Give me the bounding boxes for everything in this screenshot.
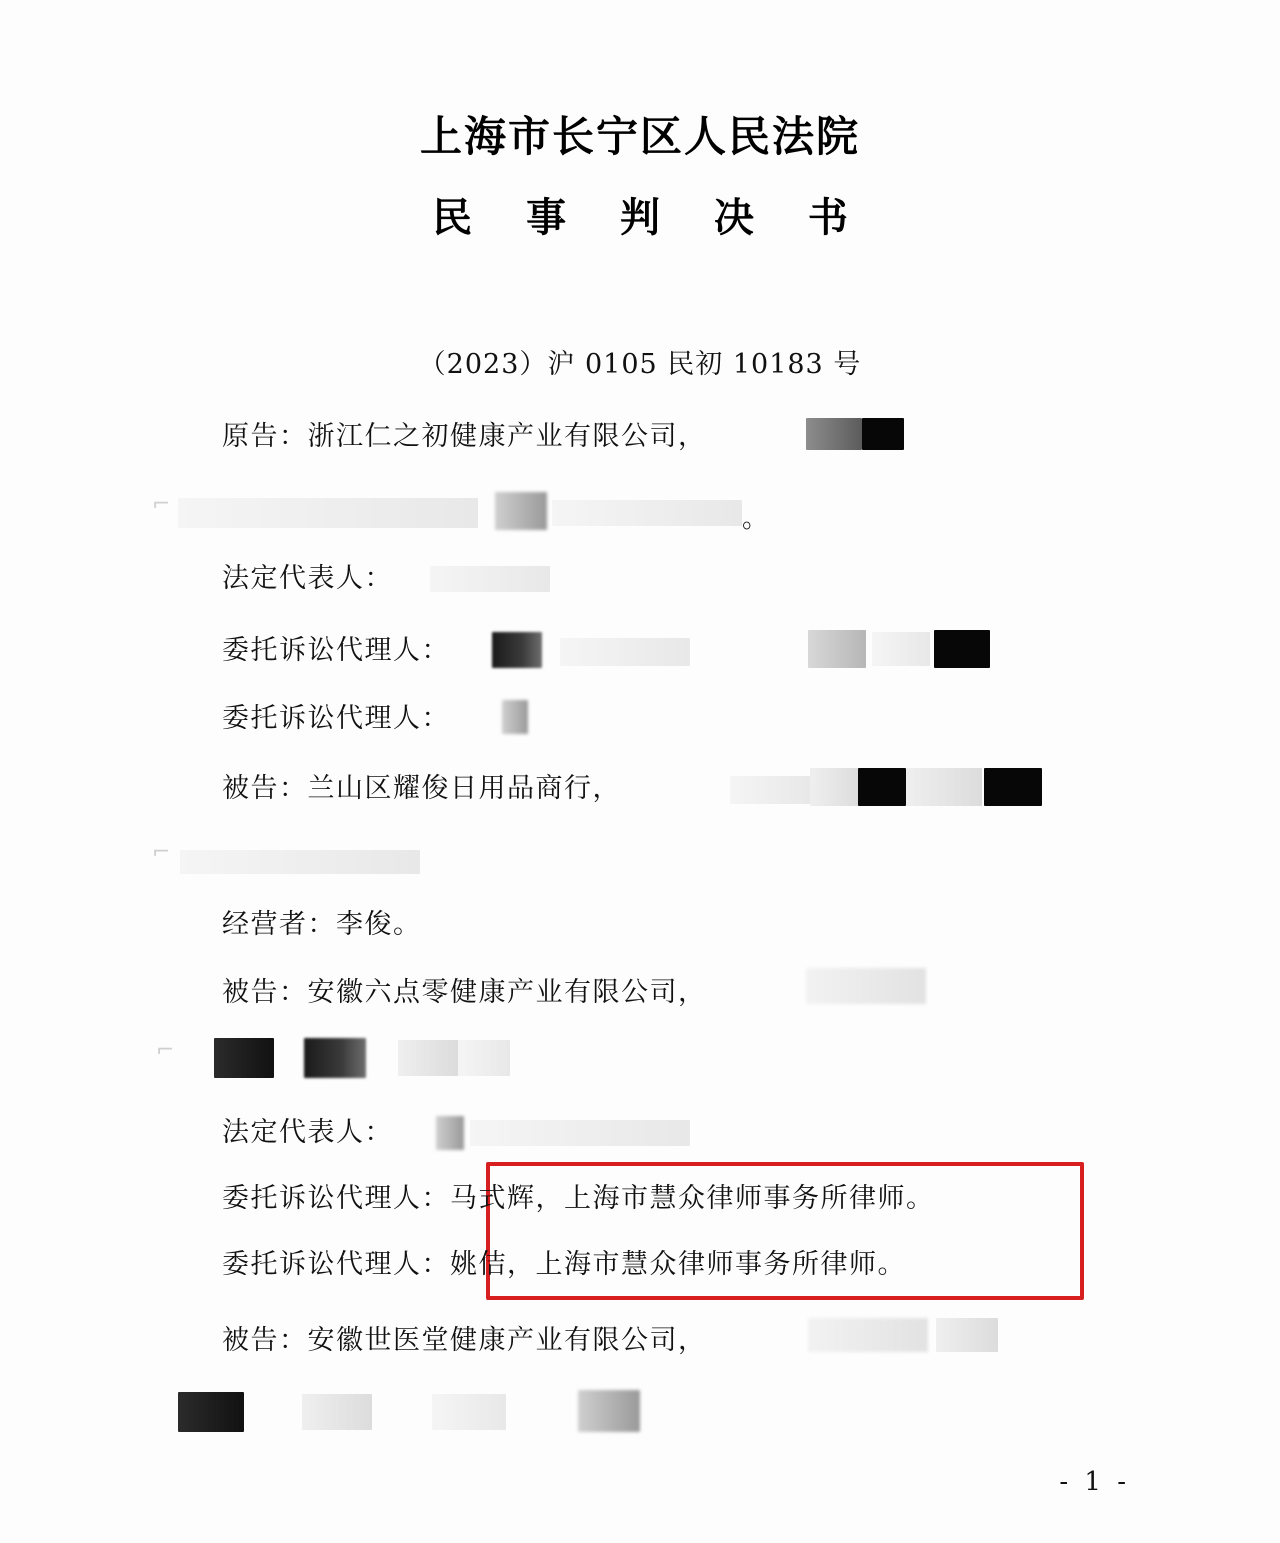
redaction-block bbox=[872, 632, 930, 666]
party-role-label: 被告： bbox=[222, 977, 308, 1008]
scan-artifact: ⌐ bbox=[152, 492, 171, 517]
redaction-block bbox=[936, 1318, 998, 1352]
redaction-block bbox=[862, 418, 904, 450]
party-name: 浙江仁之初健康产业有限公司， bbox=[307, 421, 707, 452]
redaction-block bbox=[495, 492, 547, 530]
party-name: 安徽六点零健康产业有限公司， bbox=[307, 977, 707, 1008]
redaction-block bbox=[552, 500, 742, 526]
party-line-defendant-1 bbox=[222, 770, 621, 808]
redaction-block bbox=[810, 768, 860, 806]
case-number: （2023）沪 0105 民初 10183 号 bbox=[418, 349, 862, 380]
party-line-operator bbox=[222, 906, 422, 944]
party-role-label: 被告： bbox=[222, 773, 308, 804]
party-role-label: 委托诉讼代理人： bbox=[222, 635, 450, 666]
party-line-agent-3 bbox=[222, 1180, 935, 1218]
party-line-legal-rep-2 bbox=[222, 1114, 393, 1152]
redaction-block bbox=[806, 968, 926, 1004]
redaction-block bbox=[178, 498, 478, 528]
page-number: - 1 - bbox=[1059, 1467, 1130, 1497]
court-name-heading: 上海市长宁区人民法院 bbox=[419, 112, 860, 161]
party-role-label: 委托诉讼代理人： bbox=[222, 1183, 450, 1214]
party-name: 安徽世医堂健康产业有限公司， bbox=[307, 1325, 707, 1356]
redaction-block bbox=[984, 768, 1042, 806]
scan-artifact: ⌐ bbox=[156, 1038, 175, 1063]
redaction-block bbox=[578, 1390, 640, 1432]
scan-artifact: ⌐ bbox=[152, 840, 171, 865]
party-name: 姚佶，上海市慧众律师事务所律师。 bbox=[450, 1249, 906, 1280]
party-name: 兰山区耀俊日用品商行， bbox=[307, 773, 621, 804]
party-line-legal-rep-1 bbox=[222, 560, 393, 598]
document-type-heading: 民 事 判 决 书 bbox=[432, 194, 868, 241]
party-name: 马式辉，上海市慧众律师事务所律师。 bbox=[450, 1183, 935, 1214]
redaction-block bbox=[808, 1318, 928, 1352]
redaction-block bbox=[730, 776, 810, 804]
redaction-block bbox=[492, 632, 542, 668]
redaction-block bbox=[436, 1116, 464, 1150]
redaction-block bbox=[398, 1040, 458, 1076]
party-role-label: 委托诉讼代理人： bbox=[222, 703, 450, 734]
sentence-period: 。 bbox=[742, 504, 770, 534]
redaction-block bbox=[180, 850, 420, 874]
party-role-label: 法定代表人： bbox=[222, 1117, 393, 1148]
redaction-block bbox=[302, 1394, 372, 1430]
party-role-label: 委托诉讼代理人： bbox=[222, 1249, 450, 1280]
party-role-label: 法定代表人： bbox=[222, 563, 393, 594]
redaction-block bbox=[806, 418, 862, 450]
party-line-agent-4 bbox=[222, 1246, 906, 1284]
party-role-label: 被告： bbox=[222, 1325, 308, 1356]
redaction-block bbox=[430, 566, 550, 592]
redaction-block bbox=[808, 630, 866, 668]
party-line-agent-2 bbox=[222, 700, 450, 738]
party-name: 李俊。 bbox=[336, 909, 422, 940]
redaction-block bbox=[178, 1392, 244, 1432]
party-line-plaintiff bbox=[222, 418, 707, 456]
party-line-agent-1 bbox=[222, 632, 450, 670]
party-line-defendant-3 bbox=[222, 1322, 707, 1360]
redaction-block bbox=[432, 1394, 506, 1430]
party-role-label: 原告： bbox=[222, 421, 308, 452]
redaction-block bbox=[458, 1040, 510, 1076]
redaction-block bbox=[304, 1038, 366, 1078]
redaction-block bbox=[502, 700, 528, 734]
redaction-block bbox=[906, 768, 982, 806]
party-line-defendant-2 bbox=[222, 974, 707, 1012]
redaction-block bbox=[470, 1120, 690, 1146]
redaction-block bbox=[214, 1038, 274, 1078]
party-role-label: 经营者： bbox=[222, 909, 336, 940]
redaction-block bbox=[858, 768, 906, 806]
redaction-block bbox=[934, 630, 990, 668]
redaction-block bbox=[560, 638, 690, 666]
